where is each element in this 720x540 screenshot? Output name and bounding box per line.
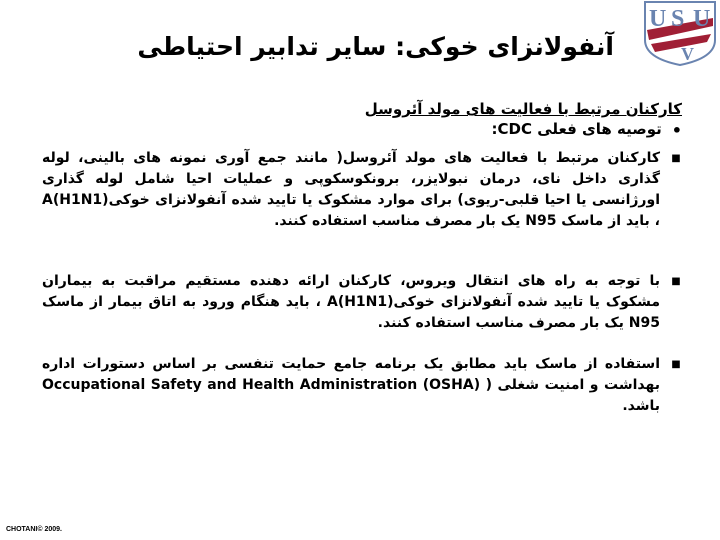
svg-text:V: V bbox=[681, 44, 694, 64]
university-logo bbox=[641, 0, 719, 66]
section-heading: کارکنان مرتبط با فعالیت های مولد آئروسل bbox=[364, 100, 682, 118]
footer-copyright: CHOTANI© 2009. bbox=[6, 526, 62, 533]
square-bullet-icon: ■ bbox=[671, 276, 681, 287]
bullet-dot-icon: • bbox=[671, 121, 682, 140]
slide-title: آنفولانزای خوکی: سایر تدابیر احتیاطی bbox=[137, 32, 614, 61]
list-item bbox=[42, 354, 682, 417]
list-item-text: با توجه به راه های انتقال ویروس، کارکنان ارائه دهنده مستقیم مراقبت به بیماران مشکوک یا تایید شده آنفولانزای خوکیA(H1N1) ، باید هنگام ورود به اتاق بیمار از ماسک N95 یک بار مصرف مناسب استفاده کنند. bbox=[42, 273, 660, 331]
square-bullet-icon: ■ bbox=[671, 153, 681, 164]
cdc-recommendation-line bbox=[82, 120, 682, 142]
svg-text:U: U bbox=[649, 6, 667, 32]
list-item bbox=[42, 148, 682, 232]
list-item-text: کارکنان مرتبط با فعالیت های مولد آئروسل( مانند جمع آوری نمونه های بالینی، لوله گذاری داخل نای، درمان نبولایزر، برونکوسکوپی و عملیات احیا شامل لوله گذاری اورژانسی یا احیا قلبی-ریوی) برای موارد مشکوک یا تایید شده آنفولانزای خوکیA(H1N1) ، باید از ماسک N95 یک بار مصرف مناسب استفاده کنند. bbox=[42, 150, 660, 229]
svg-text:S: S bbox=[671, 6, 685, 32]
cdc-line-text: توصیه های فعلی CDC: bbox=[491, 120, 662, 138]
svg-text:U: U bbox=[693, 6, 711, 32]
list-item-text: استفاده از ماسک باید مطابق یک برنامه جامع حمایت تنفسی بر اساس دستورات اداره بهداشت و امنیت شغلی ( Occupational Safety and Health Administration (OSHA) باشد. bbox=[42, 356, 660, 414]
list-item bbox=[42, 271, 682, 334]
square-bullet-icon: ■ bbox=[671, 359, 681, 370]
